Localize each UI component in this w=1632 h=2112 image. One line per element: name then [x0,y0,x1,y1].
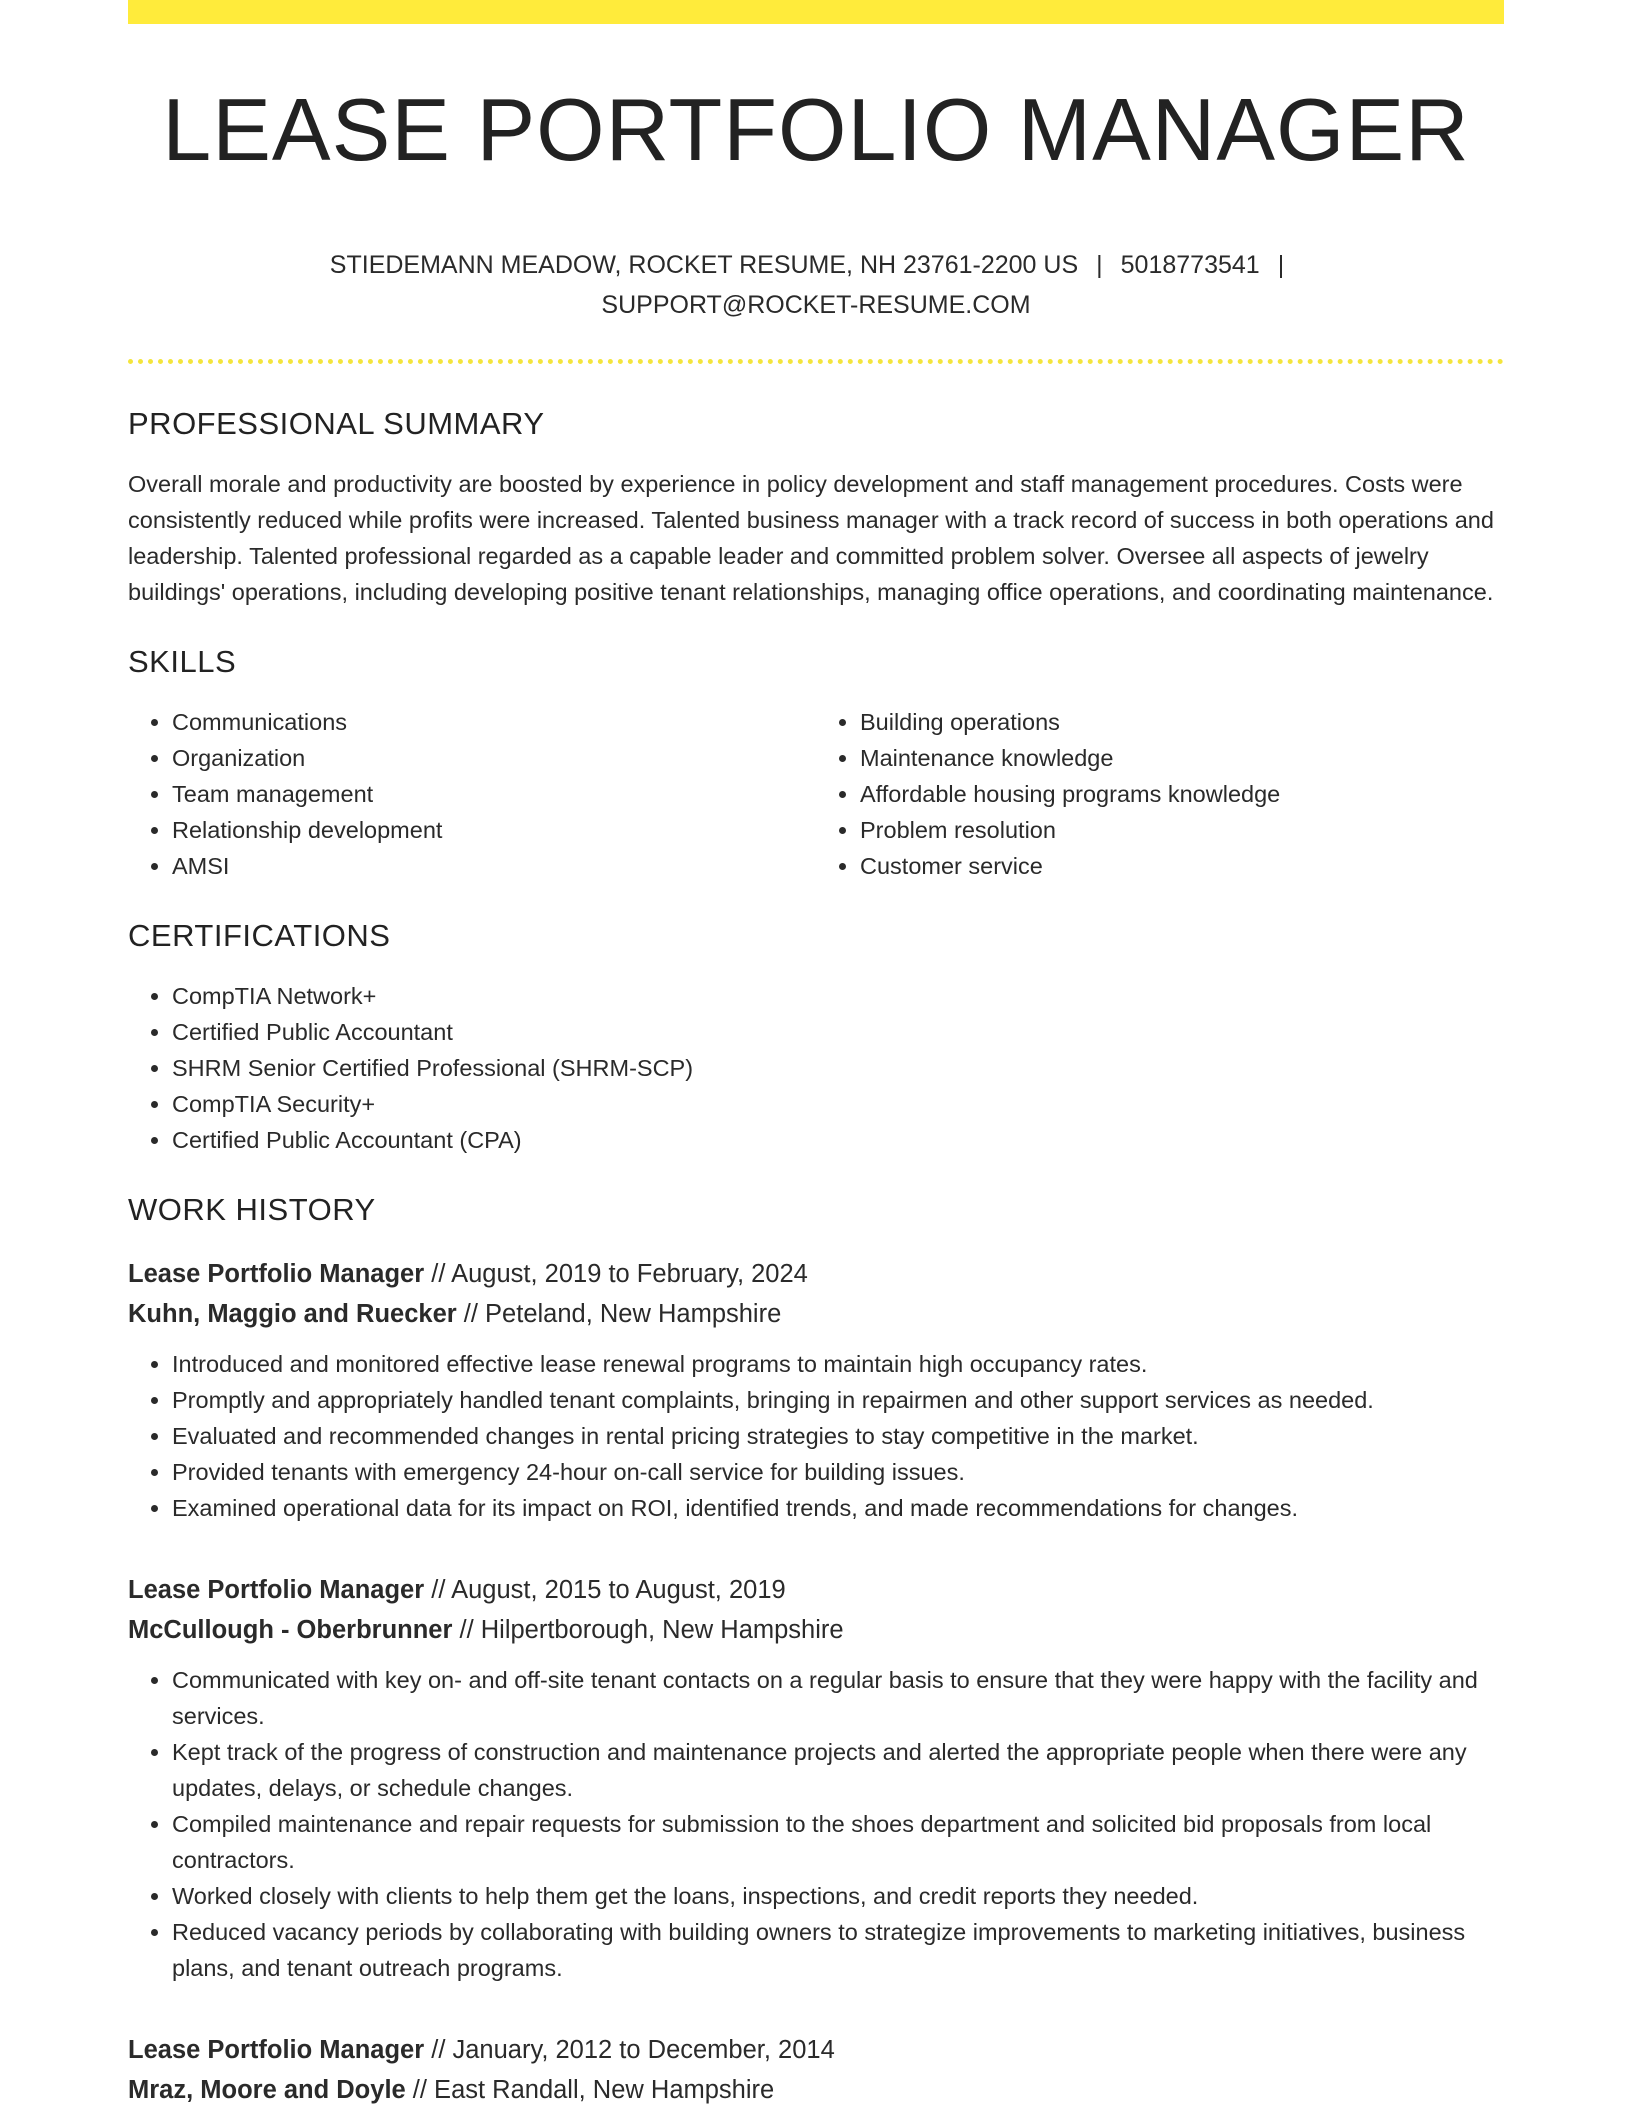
job-location: // East Randall, New Hampshire [405,2075,775,2104]
job-role-line [128,1570,1504,1610]
skill-item: • Affordable housing programs knowledge [860,776,1504,812]
skills-list [128,704,1504,884]
job-role-line [128,1254,1504,1294]
skills-column-left [128,704,816,884]
certification-item: • Certified Public Accountant (CPA) [172,1122,1504,1158]
job-bullet: • Evaluated and recommended changes in rental pricing strategies to stay competitive in the market. [172,1418,1504,1454]
dotted-divider [128,359,1504,364]
certification-item: • CompTIA Security+ [172,1086,1504,1122]
skill-item: • Team management [172,776,816,812]
job-bullet: • Introduced and monitored effective lease renewal programs to maintain high occupancy rates. [172,1346,1504,1382]
accent-top-bar [128,0,1504,24]
skill-item: • Relationship development [172,812,816,848]
job-location: // Hilpertborough, New Hampshire [452,1615,844,1644]
contact-address: STIEDEMANN MEADOW, ROCKET RESUME, NH 23761-2200 US [329,250,1079,279]
job-bullet: • Promptly and appropriately handled tenant complaints, bringing in repairmen and other support services as needed. [172,1382,1504,1418]
job-bullet: • Provided tenants with emergency 24-hour on-call service for building issues. [172,1454,1504,1490]
job-role: Lease Portfolio Manager [128,2035,425,2064]
skill-item: • Communications [172,704,816,740]
job-company: Mraz, Moore and Doyle [128,2075,406,2104]
resume-page [128,0,1504,2110]
job-bullet: • Communicated with key on- and off-site tenant contacts on a regular basis to ensure that they were happy with the facility and services. [172,1662,1504,1734]
contact-email: SUPPORT@ROCKET-RESUME.COM [601,290,1031,319]
certifications-heading: CERTIFICATIONS [128,917,391,953]
contact-phone: 5018773541 [1120,250,1260,279]
skills-column-right [816,704,1504,884]
job-bullet: • Reduced vacancy periods by collaborating with building owners to strategize improvements to marketing initiatives, business plans, and tenant outreach programs. [172,1914,1504,1986]
job-company-line [128,1294,1504,1334]
skill-item: • Organization [172,740,816,776]
skill-item: • Building operations [860,704,1504,740]
job-location: // Peteland, New Hampshire [456,1299,782,1328]
job-dates: // August, 2015 to August, 2019 [424,1575,786,1604]
skill-item: • Maintenance knowledge [860,740,1504,776]
job-bullets [128,1346,1504,1526]
job-company-line [128,1610,1504,1650]
contact-separator: | [1277,250,1285,279]
job-bullet: • Worked closely with clients to help them get the loans, inspections, and credit reports they needed. [172,1878,1504,1914]
job-company-line [128,2070,1504,2110]
certification-item: • CompTIA Network+ [172,978,1504,1014]
certifications-list [128,978,1504,1158]
skill-item: • Customer service [860,848,1504,884]
job-company: Kuhn, Maggio and Ruecker [128,1299,457,1328]
job-entry [128,2030,1504,2110]
job-dates: // August, 2019 to February, 2024 [424,1259,808,1288]
summary-heading: PROFESSIONAL SUMMARY [128,405,545,441]
job-entry [128,1570,1504,1986]
job-bullet: • Compiled maintenance and repair requests for submission to the shoes department and solicited bid proposals from local contractors. [172,1806,1504,1878]
contact-info [266,245,1366,325]
job-role: Lease Portfolio Manager [128,1575,425,1604]
work-history-heading: WORK HISTORY [128,1191,376,1227]
job-role-line [128,2030,1504,2070]
certification-item: • SHRM Senior Certified Professional (SHRM-SCP) [172,1050,1504,1086]
skill-item: • AMSI [172,848,816,884]
summary-text: Overall morale and productivity are boosted by experience in policy development and staff management procedures. Costs were consistently reduced while profits were increased. Talented business manager with a track record of success in both operations and leadership. Talented professional regarded as a capable leader and committed problem solver. Oversee all aspects of jewelry buildings' operations, including developing positive tenant relationships, managing office operations, and coordinating maintenance. [128,470,1494,605]
contact-separator: | [1096,250,1103,279]
job-role: Lease Portfolio Manager [128,1259,425,1288]
job-bullets [128,1662,1504,1986]
job-dates: // January, 2012 to December, 2014 [424,2035,835,2064]
candidate-title: LEASE PORTFOLIO MANAGER [162,80,1470,179]
job-bullet: • Kept track of the progress of construction and maintenance projects and alerted the appropriate people when there were any updates, delays, or schedule changes. [172,1734,1504,1806]
certification-item: • Certified Public Accountant [172,1014,1504,1050]
job-entry [128,1254,1504,1526]
job-bullet: • Examined operational data for its impact on ROI, identified trends, and made recommendations for changes. [172,1490,1504,1526]
job-company: McCullough - Oberbrunner [128,1615,453,1644]
skill-item: • Problem resolution [860,812,1504,848]
skills-heading: SKILLS [128,643,237,679]
